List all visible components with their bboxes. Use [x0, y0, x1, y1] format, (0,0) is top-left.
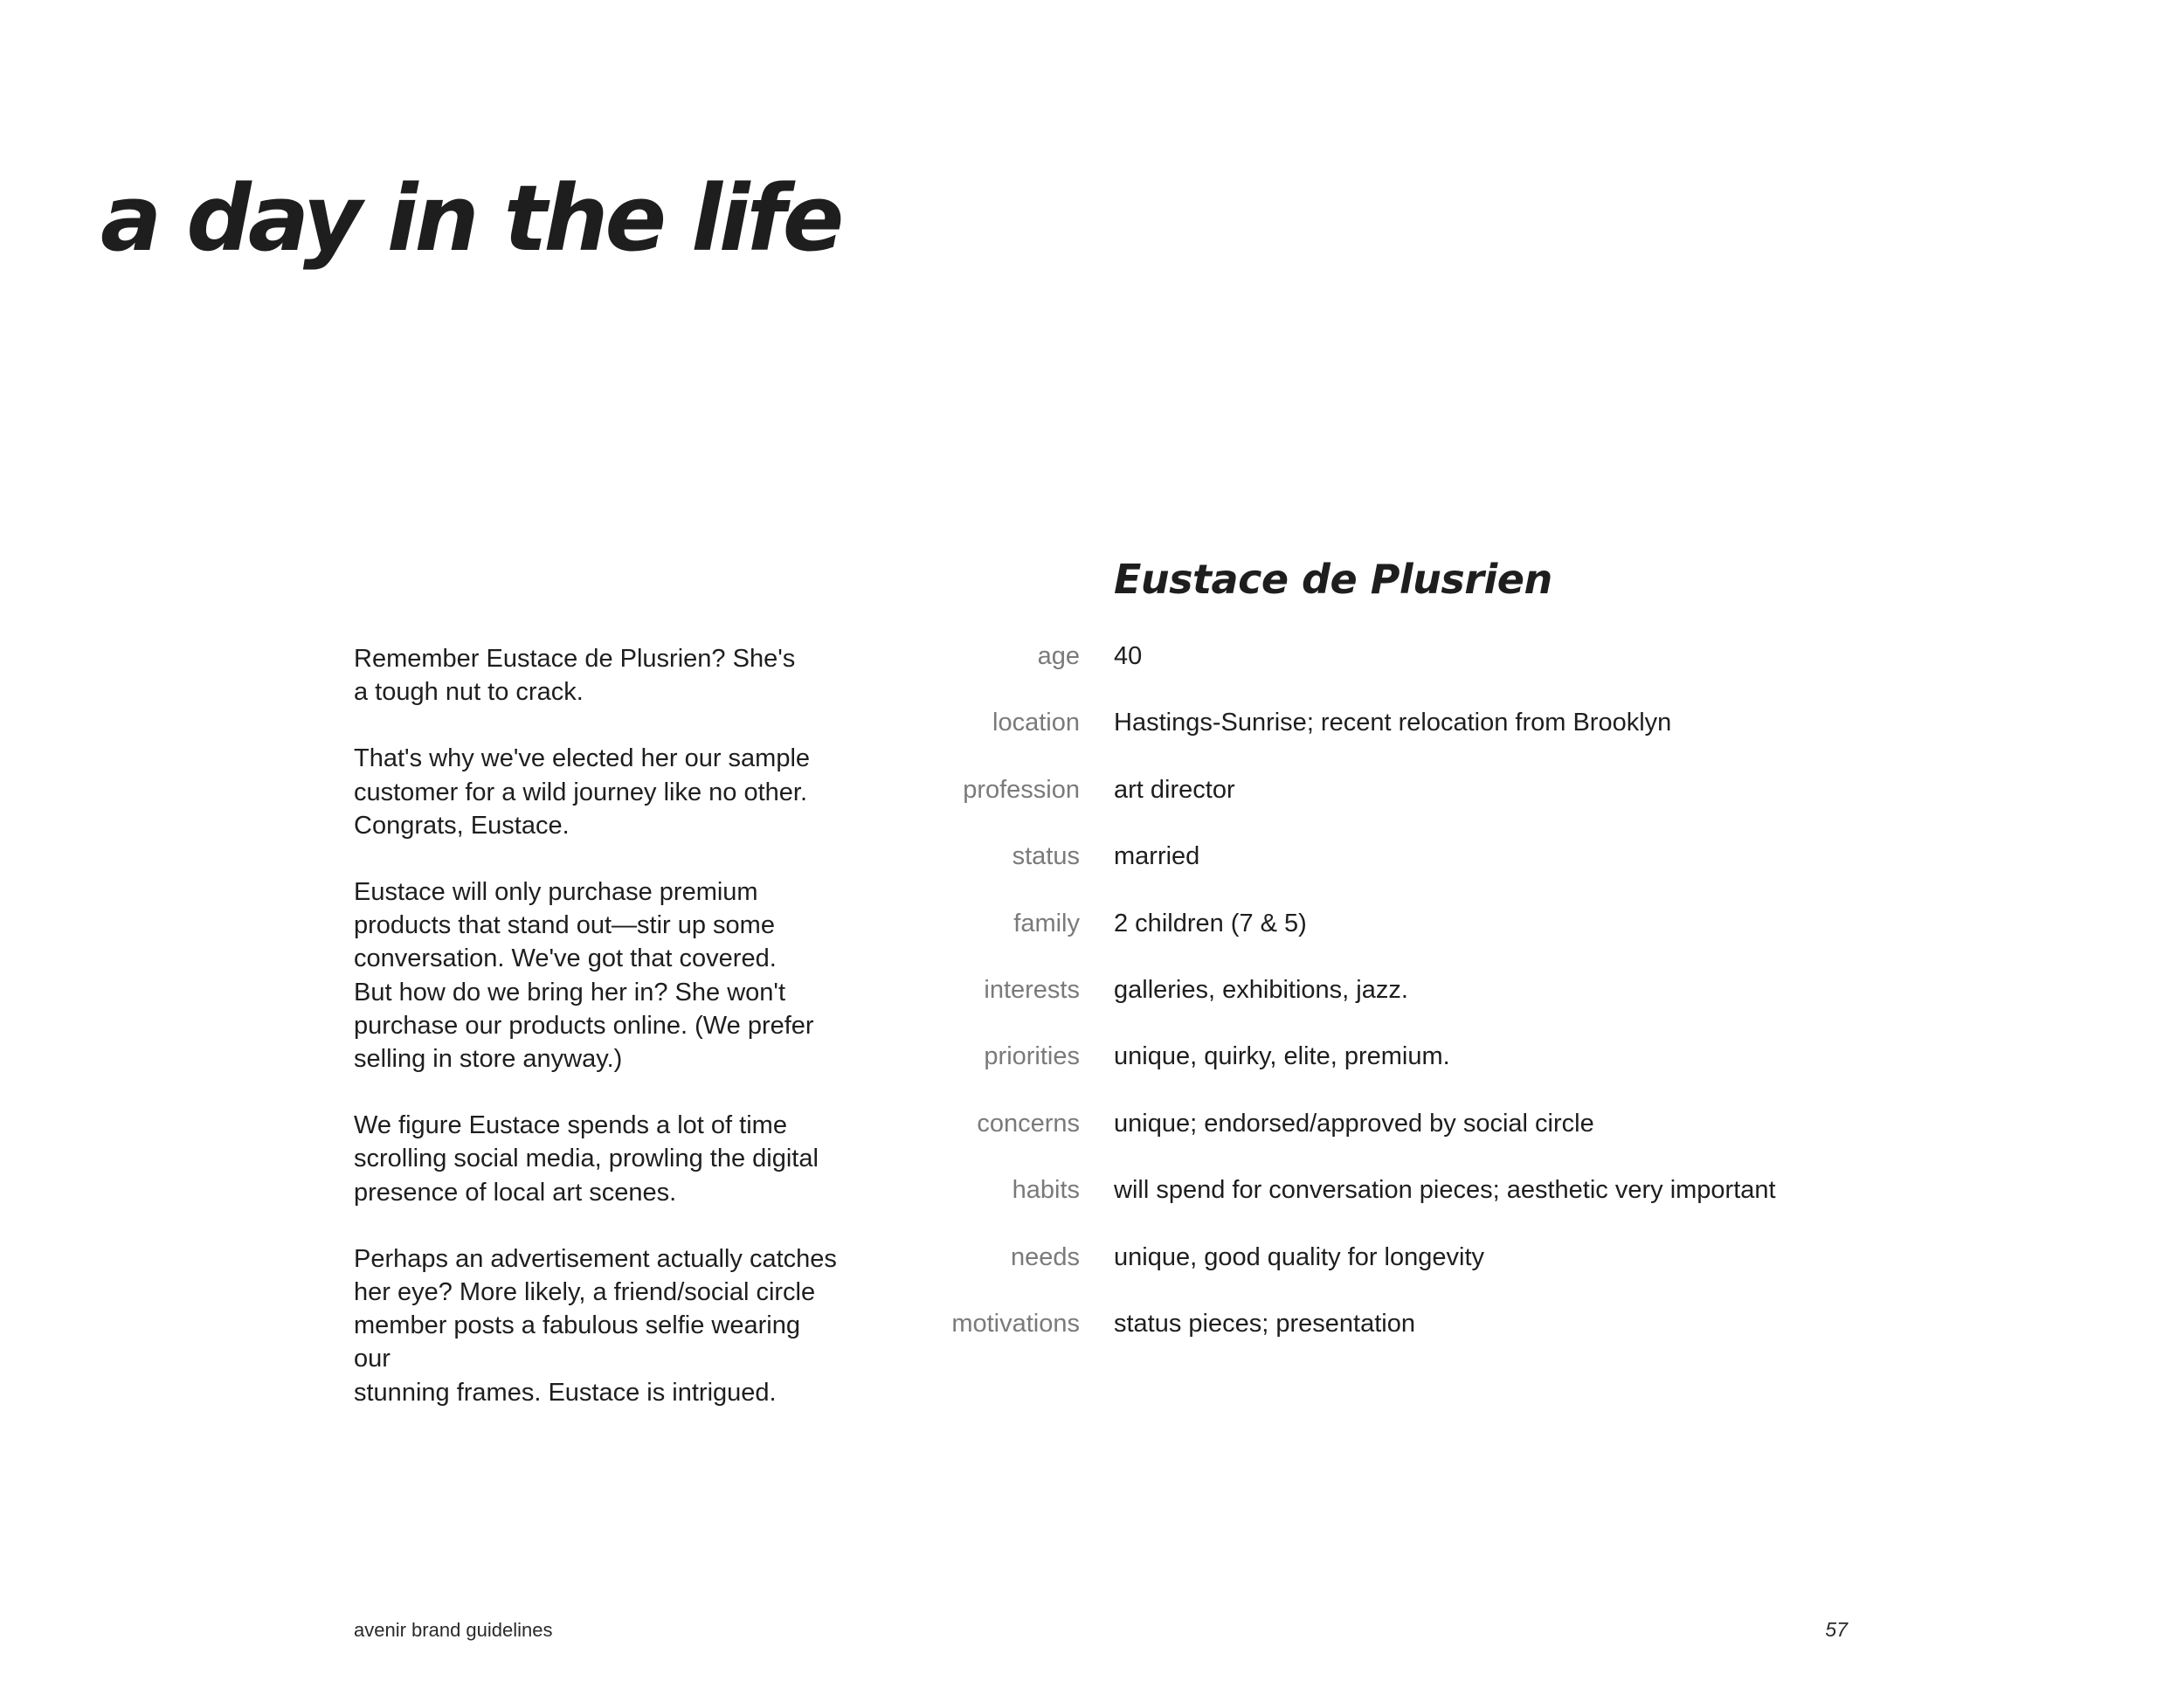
attribute-label: priorities [984, 1042, 1080, 1071]
attribute-label: interests [984, 975, 1080, 1004]
attribute-row-status [874, 840, 1966, 906]
attribute-value: unique, good quality for longevity [1114, 1242, 1485, 1271]
persona-name: Eustace de Plusrien [1114, 556, 1552, 603]
attribute-label: habits [1012, 1176, 1080, 1205]
intro-text [354, 642, 843, 1442]
footer-document-name: avenir brand guidelines [354, 1619, 553, 1641]
attribute-value: married [1114, 842, 1200, 871]
intro-paragraph: Remember Eustace de Plusrien? She's a tough nut to crack. [354, 645, 796, 707]
attribute-label: motivations [951, 1309, 1080, 1338]
attribute-value: unique; endorsed/approved by social circle [1114, 1109, 1594, 1138]
attribute-label: family [1013, 909, 1080, 937]
attribute-row-motivations [874, 1307, 1966, 1373]
attribute-row-profession [874, 773, 1966, 840]
page-number: 57 [1825, 1618, 1848, 1641]
attribute-row-age [874, 640, 1966, 706]
page-title: a day in the life [100, 165, 841, 272]
attribute-label: status [1012, 842, 1080, 871]
intro-paragraph: That's why we've elected her our sample customer for a wild journey like no other. Congrats, Eustace. [354, 744, 811, 840]
attribute-value: art director [1114, 775, 1235, 804]
attribute-row-needs [874, 1241, 1966, 1307]
attribute-value: status pieces; presentation [1114, 1309, 1415, 1338]
attribute-label: needs [1010, 1242, 1080, 1271]
attribute-value: 2 children (7 & 5) [1114, 909, 1307, 937]
attribute-label: profession [963, 775, 1080, 804]
attribute-label: concerns [977, 1109, 1080, 1138]
attribute-row-priorities [874, 1040, 1966, 1106]
attribute-row-location [874, 706, 1966, 772]
intro-paragraph: Eustace will only purchase premium products that stand out—stir up some conversation. We've got that covered. But how do we bring her in? She won't purchase our products online. (We prefer selling in store anyway.) [354, 878, 814, 1074]
attribute-row-concerns [874, 1107, 1966, 1173]
attribute-row-habits [874, 1173, 1966, 1240]
persona-attributes [874, 640, 1966, 1373]
intro-paragraph: Perhaps an advertisement actually catches her eye? More likely, a friend/social circle member posts a fabulous selfie wearing our stunning frames. Eustace is intrigued. [354, 1244, 837, 1407]
attribute-row-family [874, 907, 1966, 973]
attribute-row-interests [874, 973, 1966, 1040]
attribute-label: age [1037, 642, 1080, 670]
attribute-label: location [992, 709, 1080, 737]
attribute-value: galleries, exhibitions, jazz. [1114, 975, 1408, 1004]
attribute-value: 40 [1114, 642, 1143, 670]
attribute-value: will spend for conversation pieces; aesthetic very important [1114, 1176, 1776, 1205]
intro-paragraph: We figure Eustace spends a lot of time scrolling social media, prowling the digital presence of local art scenes. [354, 1111, 819, 1207]
attribute-value: unique, quirky, elite, premium. [1114, 1042, 1450, 1071]
attribute-value: Hastings-Sunrise; recent relocation from Brooklyn [1114, 709, 1672, 737]
